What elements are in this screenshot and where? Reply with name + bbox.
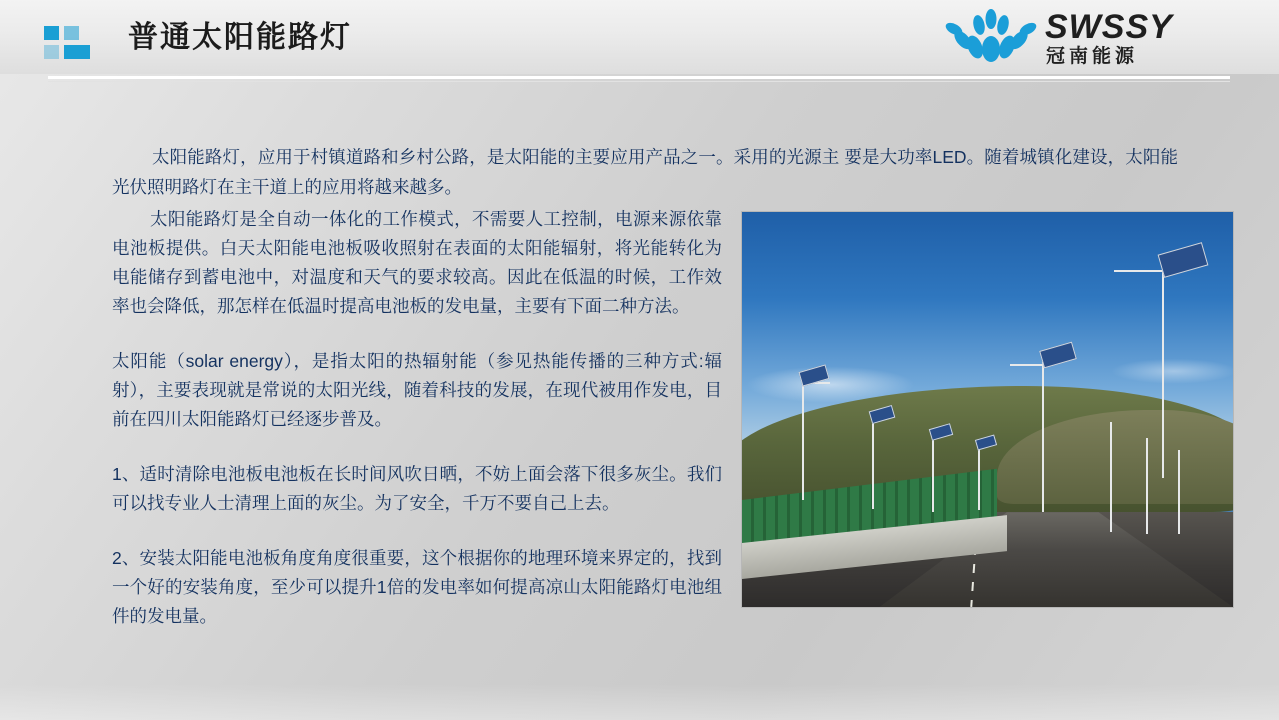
street-lamp-pole: [1146, 438, 1148, 534]
header-divider: [48, 76, 1230, 79]
street-lamp-pole: [932, 434, 934, 512]
brand-subtitle: 冠南能源: [1046, 46, 1139, 67]
bottom-band: [0, 684, 1279, 720]
paragraph-3: 1、适时清除电池板电池板在长时间风吹日晒，不妨上面会落下很多灰尘。我们可以找专业人士清理上面的灰尘。为了安全，千万不要自己上去。: [112, 464, 722, 513]
square-icon: [64, 45, 90, 59]
slide-header: [0, 0, 1279, 88]
paragraph-1: 太阳能路灯是全自动一体化的工作模式，不需要人工控制，电源来源依靠电池板提供。白天太阳能电池板吸收照射在表面的太阳能辐射，将光能转化为电能储存到蓄电池中，对温度和天气的要求较高。因此在低温的时候，工作效率也会降低，那怎样在低温时提高电池板的发电量，主要有下面二种方法。: [112, 209, 722, 316]
body-text-column: [112, 205, 722, 631]
square-icon: [44, 26, 59, 40]
street-lamp-arm: [1010, 364, 1044, 366]
square-icon: [44, 45, 59, 59]
square-icon: [64, 26, 79, 40]
page-title: 普通太阳能路灯: [128, 21, 352, 54]
street-lamp-pole: [1042, 362, 1044, 512]
street-lamp-pole: [978, 444, 980, 510]
decorative-squares: [44, 26, 90, 60]
street-lamp-pole: [1162, 268, 1164, 478]
street-lamp-pole: [1178, 450, 1180, 534]
paragraph-4: 2、安装太阳能电池板角度角度很重要，这个根据你的地理环境来界定的，找到一个好的安装角度，至少可以提升1倍的发电率如何提高凉山太阳能路灯电池组件的发电量。: [112, 548, 722, 626]
paragraph-2: 太阳能（solar energy），是指太阳的热辐射能（参见热能传播的三种方式:辐射），主要表现就是常说的太阳光线，随着科技的发展，在现代被用作发电，目前在四川太阳能路灯已经逐步普及。: [112, 351, 722, 429]
street-lamp-pole: [1110, 422, 1112, 532]
street-lamp-pole: [872, 417, 874, 509]
intro-paragraph: 太阳能路灯，应用于村镇道路和乡村公路，是太阳能的主要应用产品之一。采用的光源主 要是大功率LED。随着城镇化建设，太阳能光伏照明路灯在主干道上的应用将越来越多。: [112, 147, 1178, 197]
brand-name: SWSSY: [1045, 8, 1173, 46]
brand-logo: [945, 6, 1225, 72]
water-drop-logo-icon: [945, 8, 1037, 70]
header-divider-shadow: [48, 81, 1230, 82]
street-lamp-arm: [1114, 270, 1164, 272]
street-lamp-pole: [802, 380, 804, 500]
solar-street-light-photo: [741, 211, 1234, 608]
